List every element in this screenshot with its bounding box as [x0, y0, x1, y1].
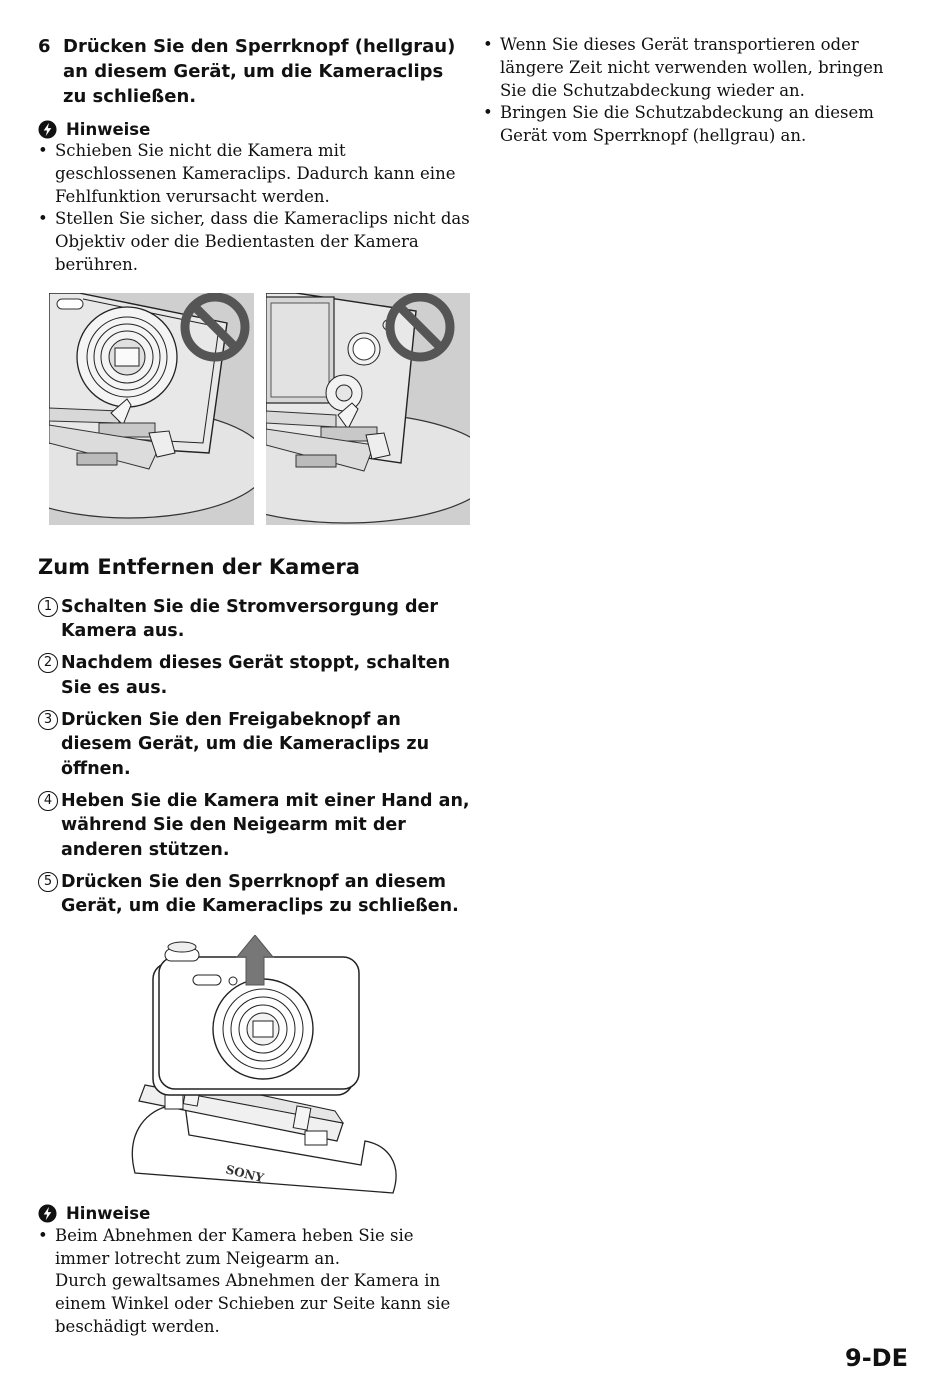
step-text: Drücken Sie den Freigabeknopf an diesem Gerät, um die Kameraclips zu öffnen.: [61, 709, 430, 779]
step-marker: 3: [38, 710, 58, 730]
camera-lift-illustration: [125, 935, 400, 1195]
list-item: [38, 595, 470, 644]
notes-list: [483, 34, 913, 148]
left-column: [38, 34, 470, 1339]
step-number: 6: [38, 36, 51, 57]
camera-clips-lens-illustration: [49, 293, 254, 525]
notes-heading-label: Hinweise: [66, 1204, 151, 1224]
caution-icon: [38, 1204, 57, 1223]
removal-steps: [38, 595, 470, 919]
notes-heading: [38, 1203, 470, 1225]
list-item: • Stellen Sie sicher, dass die Kameraclips nicht das Objektiv oder die Bedientasten der Kamera berühren.: [38, 208, 470, 276]
note-line: Beim Abnehmen der Kamera heben Sie sie immer lotrecht zum Neigearm an.: [55, 1225, 414, 1268]
step-marker: 2: [38, 653, 58, 673]
step-marker: 5: [38, 872, 58, 892]
caution-icon: [38, 120, 57, 139]
list-item: • Bringen Sie die Schutzabdeckung an diesem Gerät vom Sperrknopf (hellgrau) an.: [483, 102, 913, 148]
figure-back-view: [266, 293, 471, 525]
list-item: [38, 708, 470, 782]
step-text: Schalten Sie die Stromversorgung der Kamera aus.: [61, 596, 439, 642]
list-item: [38, 870, 470, 919]
warning-figures: [49, 293, 470, 525]
step-marker: 1: [38, 597, 58, 617]
list-item: • Schieben Sie nicht die Kamera mit geschlossenen Kameraclips. Dadurch kann eine Fehlfunktion verursacht werden.: [38, 140, 470, 208]
brand-text: SONY: [224, 1162, 266, 1186]
list-item: [38, 651, 470, 700]
list-item: [38, 1225, 470, 1339]
step-text: Drücken Sie den Sperrknopf (hellgrau) an diesem Gerät, um die Kameraclips zu schließen.: [63, 36, 456, 107]
step-marker: 4: [38, 791, 58, 811]
notes-heading: [38, 118, 470, 140]
step-6: [38, 34, 470, 109]
list-item: [38, 789, 470, 863]
figure-camera-removal: [125, 935, 400, 1195]
step-text: Nachdem dieses Gerät stoppt, schalten Sie es aus.: [61, 653, 451, 698]
notes-heading-label: Hinweise: [66, 119, 151, 139]
notes-list: [38, 1225, 470, 1339]
step-text: Heben Sie die Kamera mit einer Hand an, während Sie den Neigearm mit der anderen stützen.: [61, 790, 470, 860]
note-line: Durch gewaltsames Abnehmen der Kamera in einem Winkel oder Schieben zur Seite kann sie beschädigt werden.: [55, 1271, 451, 1336]
list-item: • Wenn Sie dieses Gerät transportieren oder längere Zeit nicht verwenden wollen, bringen Sie die Schutzabdeckung wieder an.: [483, 34, 913, 102]
page-number: 9-DE: [845, 1344, 908, 1372]
step-text: Drücken Sie den Sperrknopf an diesem Gerät, um die Kameraclips zu schließen.: [61, 871, 459, 917]
camera-clips-buttons-illustration: [266, 293, 471, 525]
notes-list: [38, 140, 470, 277]
right-column: [483, 34, 913, 148]
figure-front-view: [49, 293, 254, 525]
section-title: Zum Entfernen der Kamera: [38, 554, 360, 579]
